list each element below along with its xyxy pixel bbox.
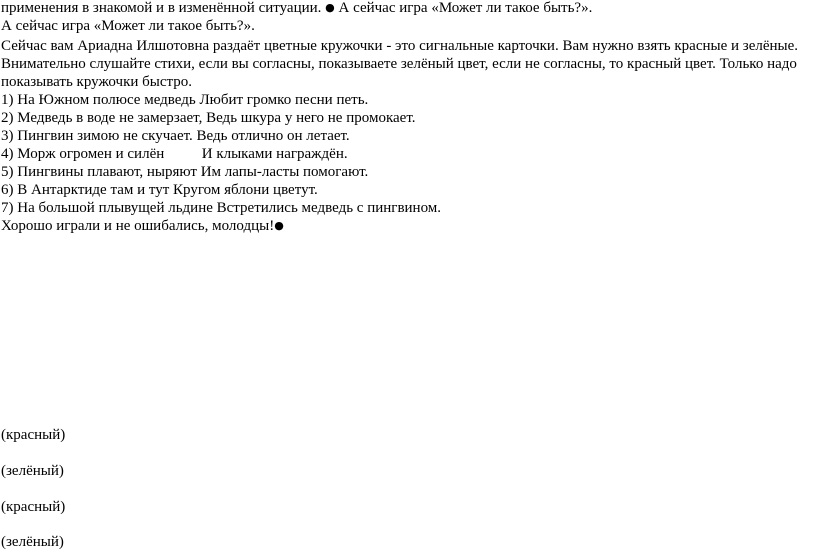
text-line-intro-b: А сейчас игра «Может ли такое быть?». — [334, 0, 593, 16]
text-line-quick: показывать кружочки быстро. — [1, 74, 193, 90]
list-item-1: 1) На Южном полюсе медведь Любит громко песни петь. — [1, 92, 369, 108]
list-item-6: 6) В Антарктиде там и тут Кругом яблони цветут. — [1, 182, 318, 198]
text-line-instructions: Сейчас вам Ариадна Илшотовна раздаёт цветные кружочки - это сигнальные карточки. Вам нужно взять красные и зелёные. — [1, 38, 799, 54]
list-item-4: 4) Морж огромен и силён И клыками награждён. — [1, 146, 348, 162]
list-item-7: 7) На большой плывущей льдине Встретились медведь с пингвином. — [1, 200, 442, 216]
text-line-intro-a: применения в знакомой и в изменённой ситуации. — [1, 0, 326, 16]
list-item-3: 3) Пингвин зимою не скучает. Ведь отлично он летает. — [1, 128, 350, 144]
answer-4: (зелёный) — [1, 534, 64, 550]
bullet-icon-closing: ● — [274, 219, 284, 232]
text-line-closing — [1, 217, 284, 235]
bullet-icon: ● — [325, 1, 335, 14]
closing-text: Хорошо играли и не ошибались, молодцы! — [1, 218, 275, 234]
list-item-2: 2) Медведь в воде не замерзает, Ведь шкура у него не промокает. — [1, 110, 416, 126]
list-item-5: 5) Пингвины плавают, ныряют Им лапы-ласты помогают. — [1, 164, 369, 180]
answer-3: (красный) — [1, 499, 66, 515]
text-line-intro — [1, 0, 592, 17]
text-line-listen: Внимательно слушайте стихи, если вы согласны, показываете зелёный цвет, если не согласны, то красный цвет. Только надо — [1, 56, 797, 72]
answer-1: (красный) — [1, 427, 66, 443]
answer-2: (зелёный) — [1, 463, 64, 479]
text-line-game: А сейчас игра «Может ли такое быть?». — [1, 18, 255, 34]
